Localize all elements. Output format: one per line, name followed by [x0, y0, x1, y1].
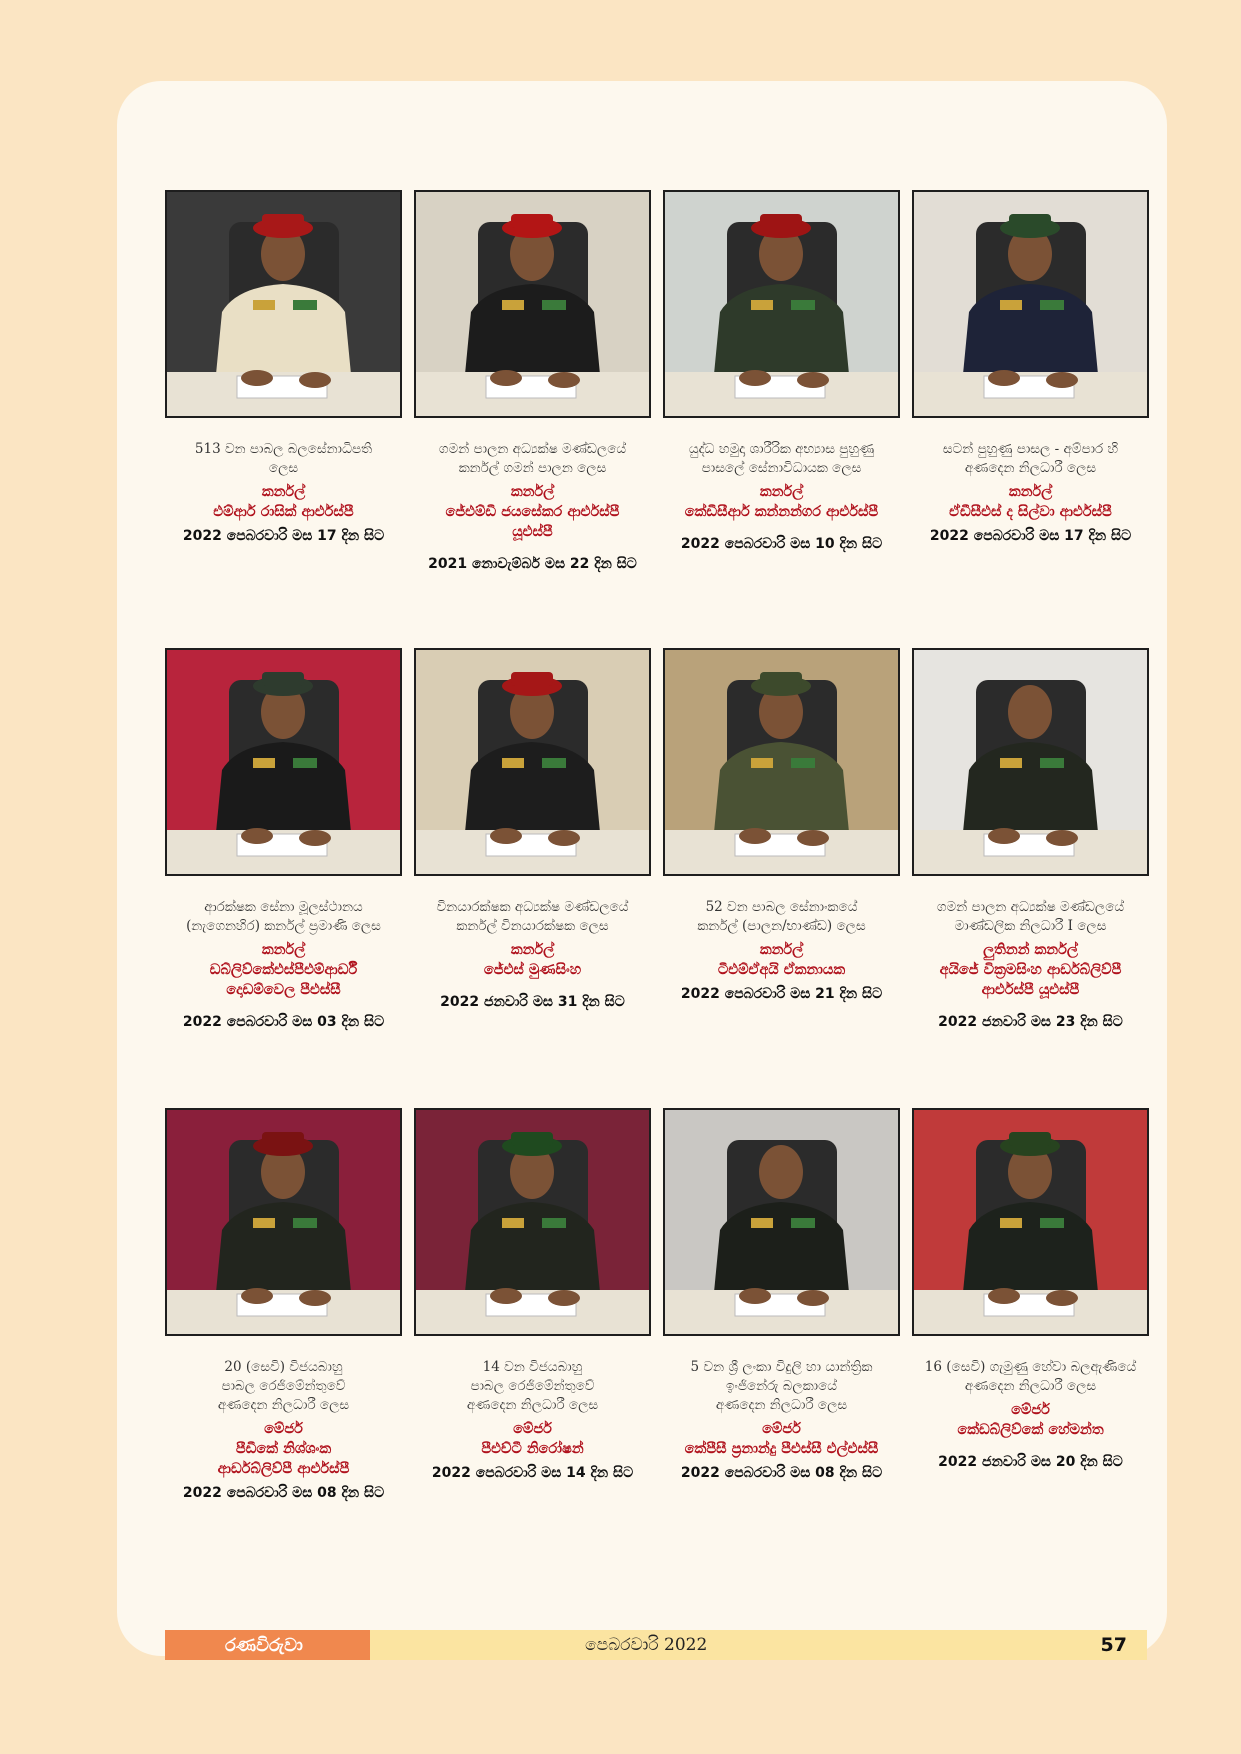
- appointment-card: [414, 1108, 651, 1528]
- officer-rank: කර්නල්: [1008, 484, 1053, 500]
- officer-rank: මේජර්: [264, 1421, 303, 1437]
- appointment-card: [414, 648, 651, 1108]
- medal-ribbons: [502, 1218, 524, 1228]
- appointment-role: ආරක්ෂක සේනා මූලස්ථානය (නැගෙනහිර) කර්නල් ප්‍රමාණි ලෙස: [186, 899, 381, 934]
- officer-photo: [414, 190, 651, 418]
- medal-ribbons: [293, 1218, 317, 1228]
- officer-rank: කර්නල්: [510, 942, 555, 958]
- medal-ribbons: [1040, 1218, 1064, 1228]
- medal-ribbons: [1000, 1218, 1022, 1228]
- photo-illustration: [167, 192, 400, 416]
- officer-face: [759, 1145, 803, 1199]
- medal-ribbons: [542, 1218, 566, 1228]
- officer-name: ඒඩීසීඑස් ද සිල්වා ආර්එස්පී: [949, 504, 1112, 520]
- officer-hand: [797, 372, 829, 388]
- medal-ribbons: [502, 758, 524, 768]
- officer-photo: [414, 648, 651, 876]
- medal-ribbons: [791, 758, 815, 768]
- officer-photo: [663, 1108, 900, 1336]
- officer-hand: [988, 1288, 1020, 1304]
- officer-rank: මේජර්: [762, 1421, 801, 1437]
- medal-ribbons: [542, 300, 566, 310]
- officer-hand: [739, 1288, 771, 1304]
- medal-ribbons: [1000, 300, 1022, 310]
- officer-cap: [1009, 214, 1051, 228]
- photo-illustration: [665, 650, 898, 874]
- officer-rank: කර්නල්: [759, 484, 804, 500]
- officer-hand: [241, 370, 273, 386]
- appointment-card: [912, 1108, 1149, 1528]
- appointment-role: 5 වන ශ්‍රී ලංකා විදුලි හා යාන්ත්‍රික ඉංජිනේරු බලකායේ අණදෙන නිලධාරී ලෙස: [690, 1359, 873, 1413]
- officer-photo: [414, 1108, 651, 1336]
- officer-name: ටීඑම්ඒඅයි ඒකනායක: [717, 962, 846, 978]
- appointment-card: [165, 1108, 402, 1528]
- page-number: 57: [1100, 1634, 1127, 1656]
- officer-photo: [663, 648, 900, 876]
- officer-hand: [299, 830, 331, 846]
- medal-ribbons: [293, 300, 317, 310]
- officer-hand: [490, 828, 522, 844]
- medal-ribbons: [751, 300, 773, 310]
- appointment-role: යුද්ධ හමුදා ශාරීරික අභ්‍යාස පුහුණු පාසලේ සේනාවිධායක ලෙස: [688, 441, 875, 476]
- officer-cap: [511, 1132, 553, 1146]
- officer-hand: [1046, 372, 1078, 388]
- officer-name: කේඩීසීආර් කන්නන්ගර ආර්එස්පී: [684, 504, 879, 520]
- officer-hand: [739, 370, 771, 386]
- medal-ribbons: [751, 1218, 773, 1228]
- photo-illustration: [914, 192, 1147, 416]
- photo-illustration: [914, 650, 1147, 874]
- officer-hand: [548, 1290, 580, 1306]
- photo-illustration: [416, 650, 649, 874]
- officer-hand: [988, 370, 1020, 386]
- officer-hand: [299, 372, 331, 388]
- appointment-role: 16 (සෙවි) ගැමුණු හේවා බලඇණියේ අණදෙන නිලධාරී ලෙස: [924, 1359, 1137, 1394]
- officer-hand: [1046, 830, 1078, 846]
- officer-name: එම්ආර් රාසික් ආර්එස්පී: [213, 504, 354, 520]
- officer-rank: ලුතිනන් කර්නල්: [983, 942, 1078, 958]
- officer-rank: කර්නල්: [759, 942, 804, 958]
- officer-photo: [165, 190, 402, 418]
- officer-name: පීඑච්ටී නිරෝෂන්: [481, 1441, 584, 1457]
- officer-rank: කර්නල්: [261, 942, 306, 958]
- officer-photo: [912, 1108, 1149, 1336]
- officer-name: අයිජේ වික්‍රමසිංහ ආර්ඩබ්ලිව්පී ආර්එස්පී යූඑස්පී: [939, 962, 1122, 998]
- effective-date: 2022 පෙබරවාරි මස 17 දින සිට: [929, 528, 1132, 544]
- officer-rank: මේජර්: [1011, 1402, 1050, 1418]
- officer-hand: [241, 828, 273, 844]
- photo-illustration: [416, 1110, 649, 1334]
- medal-ribbons: [502, 300, 524, 310]
- officer-cap: [511, 672, 553, 686]
- medal-ribbons: [293, 758, 317, 768]
- officer-face: [1008, 685, 1052, 739]
- officer-cap: [1009, 1132, 1051, 1146]
- officer-hand: [548, 372, 580, 388]
- medal-ribbons: [791, 1218, 815, 1228]
- appointment-role: 52 වන පාබල සේනාංකයේ කර්නල් (පාලන/භාණ්ඩ) ලෙස: [697, 899, 866, 934]
- photo-illustration: [416, 192, 649, 416]
- officer-name: ජේඑම්ඩී ජයසේකර ආර්එස්පී යූඑස්පී: [445, 504, 620, 540]
- medal-ribbons: [1040, 758, 1064, 768]
- medal-ribbons: [253, 758, 275, 768]
- officer-cap: [262, 1132, 304, 1146]
- appointment-role: සටන් පුහුණු පාසල - අම්පාර හි අණදෙන නිලධාරී ලෙස: [942, 441, 1119, 476]
- magazine-name: රණවිරුවා: [165, 1630, 370, 1660]
- medal-ribbons: [791, 300, 815, 310]
- officer-hand: [988, 828, 1020, 844]
- effective-date: 2022 ජනවාරි මස 20 දින සිට: [938, 1454, 1123, 1470]
- officer-cap: [262, 214, 304, 228]
- appointment-card: [663, 190, 900, 648]
- officer-cap: [262, 672, 304, 686]
- appointment-role: ගමන් පාලන අධ්‍යක්ෂ මණ්ඩලයේ කර්නල් ගමන් පාලන ලෙස: [438, 441, 627, 476]
- officer-photo: [165, 648, 402, 876]
- medal-ribbons: [1000, 758, 1022, 768]
- officer-hand: [490, 370, 522, 386]
- officer-hand: [797, 830, 829, 846]
- officer-cap: [511, 214, 553, 228]
- officer-photo: [663, 190, 900, 418]
- issue-month: පෙබරවාරි 2022: [585, 1635, 708, 1655]
- appointment-card: [663, 1108, 900, 1528]
- officer-name: කේපීසී ප්‍රනාන්දු පීඑස්සී එල්එස්සී: [684, 1441, 879, 1457]
- officer-hand: [797, 1290, 829, 1306]
- effective-date: 2022 පෙබරවාරි මස 17 දින සිට: [182, 528, 385, 544]
- appointment-card: [414, 190, 651, 648]
- medal-ribbons: [253, 1218, 275, 1228]
- officer-rank: කර්නල්: [510, 484, 555, 500]
- photo-illustration: [665, 192, 898, 416]
- appointment-card: [912, 648, 1149, 1108]
- officer-name: ජේඑස් මුණසිංහ: [483, 962, 582, 978]
- officer-name: පීඩීකේ නිශ්ශංක ආර්ඩබ්ලිව්පී ආර්එස්පී: [217, 1441, 350, 1477]
- officer-photo: [165, 1108, 402, 1336]
- officer-photo: [912, 648, 1149, 876]
- medal-ribbons: [253, 300, 275, 310]
- appointment-card: [165, 190, 402, 648]
- effective-date: 2022 පෙබරවාරි මස 14 දින සිට: [431, 1465, 634, 1481]
- appointments-grid: [165, 190, 1150, 1528]
- appointment-card: [912, 190, 1149, 648]
- officer-cap: [760, 672, 802, 686]
- effective-date: 2021 නොවැම්බර් මස 22 දින සිට: [428, 556, 637, 572]
- photo-illustration: [665, 1110, 898, 1334]
- officer-photo: [912, 190, 1149, 418]
- appointment-card: [663, 648, 900, 1108]
- officer-name: ඩබ්ලිව්කේඑස්පීඑම්ආර්ඩී දොඩම්වෙල පීඑස්සී: [209, 962, 358, 998]
- officer-rank: මේජර්: [513, 1421, 552, 1437]
- medal-ribbons: [1040, 300, 1064, 310]
- effective-date: 2022 ජනවාරි මස 23 දින සිට: [938, 1014, 1123, 1030]
- medal-ribbons: [751, 758, 773, 768]
- officer-rank: කර්නල්: [261, 484, 306, 500]
- photo-illustration: [167, 1110, 400, 1334]
- officer-name: කේඩබ්ලිව්කේ හේමන්ත: [957, 1422, 1104, 1438]
- effective-date: 2022 පෙබරවාරි මස 03 දින සිට: [182, 1014, 385, 1030]
- photo-illustration: [914, 1110, 1147, 1334]
- officer-hand: [739, 828, 771, 844]
- officer-hand: [1046, 1290, 1078, 1306]
- effective-date: 2022 පෙබරවාරි මස 08 දින සිට: [182, 1485, 385, 1501]
- appointment-role: විනයාරක්ෂක අධ්‍යක්ෂ මණ්ඩලයේ කර්නල් විනයාරක්ෂක ලෙස: [436, 899, 629, 934]
- officer-cap: [760, 214, 802, 228]
- appointment-role: ගමන් පාලන අධ්‍යක්ෂ මණ්ඩලයේ මාණ්ඩලික නිලධාරී I ලෙස: [936, 899, 1125, 934]
- appointment-role: 513 වන පාබල බලසේනාධිපති ලෙස: [194, 441, 373, 476]
- officer-hand: [548, 830, 580, 846]
- appointment-role: 14 වන විජයබාහු පාබල රෙජිමේන්තුවේ අණදෙන නිලධාරී ලෙස: [466, 1359, 599, 1413]
- effective-date: 2022 පෙබරවාරි මස 10 දින සිට: [680, 536, 883, 552]
- medal-ribbons: [542, 758, 566, 768]
- officer-hand: [241, 1288, 273, 1304]
- photo-illustration: [167, 650, 400, 874]
- effective-date: 2022 පෙබරවාරි මස 21 දින සිට: [680, 986, 883, 1002]
- appointment-role: 20 (සෙවි) විජයබාහු පාබල රෙජිමේන්තුවේ අණදෙන නිලධාරී ලෙස: [217, 1359, 350, 1413]
- effective-date: 2022 පෙබරවාරි මස 08 දින සිට: [680, 1465, 883, 1481]
- appointment-card: [165, 648, 402, 1108]
- effective-date: 2022 ජනවාරි මස 31 දින සිට: [440, 994, 625, 1010]
- officer-hand: [299, 1290, 331, 1306]
- officer-hand: [490, 1288, 522, 1304]
- page-footer: [165, 1630, 1147, 1660]
